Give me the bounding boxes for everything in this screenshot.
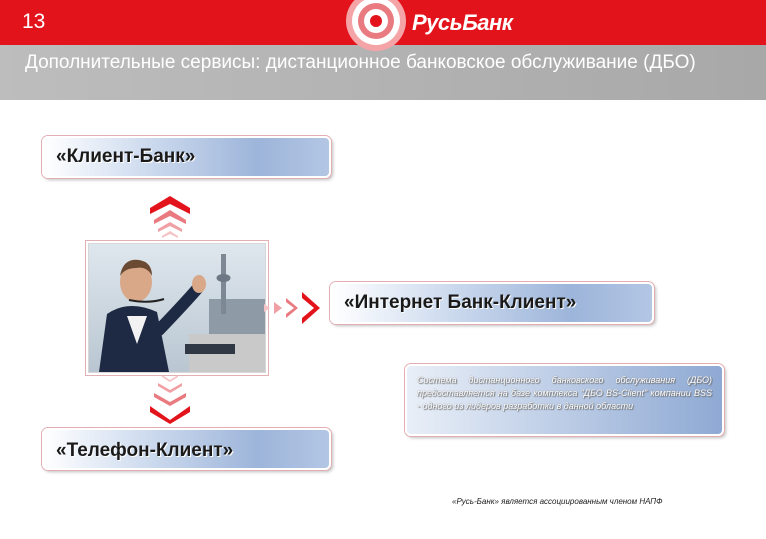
phone-client-box	[42, 428, 331, 470]
footnote: «Русь-Банк» является ассоциированным членом НАПФ	[452, 497, 663, 506]
internet-bank-label: «Интернет Банк-Клиент»	[344, 292, 577, 313]
slide-number: 13	[22, 10, 46, 33]
bank-logo-icon	[345, 0, 407, 52]
internet-bank-box	[330, 282, 654, 324]
operator-photo	[88, 243, 266, 373]
arrow-right-icon	[262, 290, 330, 326]
bank-logo-text: РусьБанк	[412, 10, 513, 35]
client-bank-label: «Клиент-Банк»	[56, 146, 196, 167]
client-bank-box	[42, 136, 331, 178]
description-text: Система дистанционного банковского обслуживания (ДБО) предоставляется на базе комплекса "ДБО BS-Client" компании BSS - одного из лидеров разработки в данной области	[417, 375, 712, 411]
arrow-up-icon	[150, 196, 190, 242]
description-box	[405, 364, 724, 436]
header-bar	[0, 0, 766, 100]
arrow-down-icon	[150, 374, 190, 424]
phone-client-label: «Телефон-Клиент»	[56, 440, 234, 461]
page-title: Дополнительные сервисы: дистанционное банковское обслуживание (ДБО)	[25, 52, 696, 73]
